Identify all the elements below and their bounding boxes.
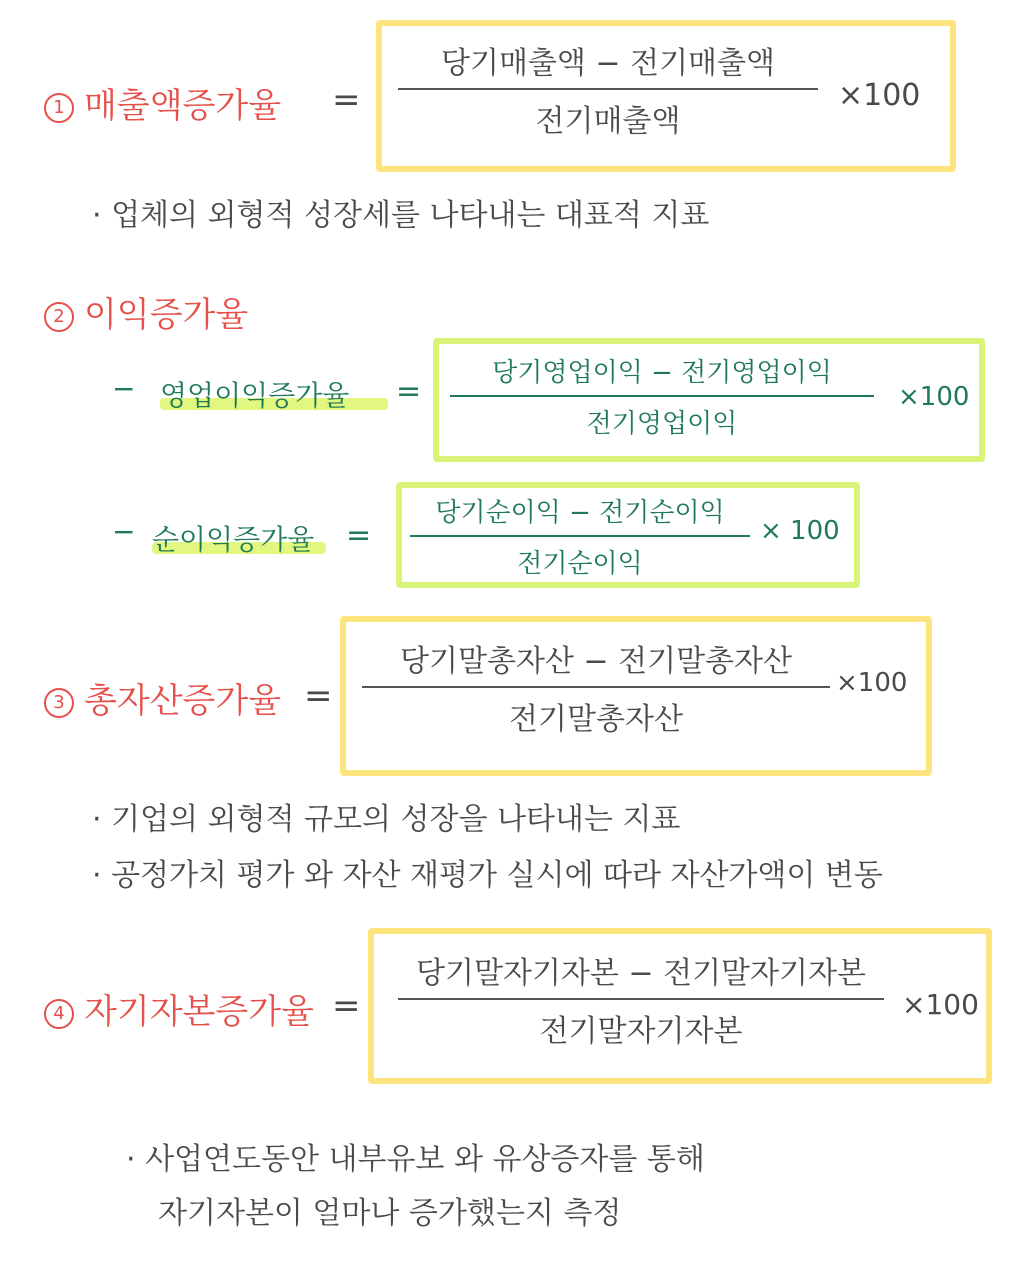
- fraction-bar: [410, 535, 750, 537]
- note: · 업체의 외형적 성장세를 나타내는 대표적 지표: [92, 198, 710, 233]
- multiplier: ×100: [836, 668, 908, 698]
- numerator: 당기매출액 − 전기매출액: [440, 46, 775, 81]
- section-3-title: [44, 673, 281, 722]
- fraction-bar: [398, 88, 818, 90]
- dash: −: [112, 515, 136, 548]
- equals-sign: =: [332, 80, 361, 120]
- multiplier: ×100: [898, 382, 970, 412]
- fraction-1: [398, 38, 818, 140]
- numerator: 당기영업이익 − 전기영업이익: [492, 358, 832, 388]
- total-assets-growth-title: 총자산증가율: [84, 681, 282, 721]
- sales-growth-title: 매출액증가율: [84, 86, 282, 126]
- equals-sign: =: [332, 986, 361, 1026]
- net-profit-growth-label: 순이익증가율: [152, 523, 315, 556]
- section-1-title: [44, 78, 281, 127]
- dash: −: [112, 372, 136, 405]
- equals-sign: =: [304, 676, 333, 716]
- operating-profit-growth-label: 영업이익증가율: [160, 379, 350, 412]
- numerator: 당기순이익 − 전기순이익: [435, 498, 725, 528]
- fraction-3: [362, 636, 830, 738]
- equity-growth-title: 자기자본증가율: [84, 992, 314, 1032]
- profit-growth-title: 이익증가율: [84, 295, 249, 335]
- denominator: 전기말총자산: [509, 702, 683, 737]
- fraction-bar: [450, 395, 874, 397]
- multiplier: ×100: [902, 988, 979, 1021]
- fraction-bar: [398, 998, 884, 1000]
- section-number-1: 1: [44, 93, 74, 123]
- section-2-title: [44, 287, 248, 336]
- section-4-title: [44, 984, 314, 1033]
- numerator: 당기말총자산 − 전기말총자산: [400, 644, 792, 679]
- section-number-2: 2: [44, 302, 74, 332]
- section-number-4: 4: [44, 999, 74, 1029]
- equals-sign: =: [396, 374, 422, 409]
- denominator: 전기말자기자본: [539, 1014, 743, 1049]
- fraction-2a: [450, 352, 874, 440]
- note: · 기업의 외형적 규모의 성장을 나타내는 지표: [92, 802, 681, 837]
- section-number-3: 3: [44, 688, 74, 718]
- denominator: 전기영업이익: [586, 409, 738, 439]
- fraction-bar: [362, 686, 830, 688]
- fraction-4: [398, 948, 884, 1050]
- multiplier: ×100: [838, 78, 921, 113]
- multiplier: × 100: [760, 516, 840, 546]
- note: · 공정가치 평가 와 자산 재평가 실시에 따라 자산가액이 변동: [92, 858, 883, 893]
- fraction-2b: [410, 492, 750, 580]
- equals-sign: =: [346, 518, 372, 553]
- note: · 사업연도동안 내부유보 와 유상증자를 통해: [126, 1142, 705, 1177]
- numerator: 당기말자기자본 − 전기말자기자본: [416, 956, 866, 991]
- note-continued: 자기자본이 얼마나 증가했는지 측정: [158, 1196, 622, 1231]
- denominator: 전기매출액: [535, 104, 681, 139]
- denominator: 전기순이익: [517, 549, 643, 579]
